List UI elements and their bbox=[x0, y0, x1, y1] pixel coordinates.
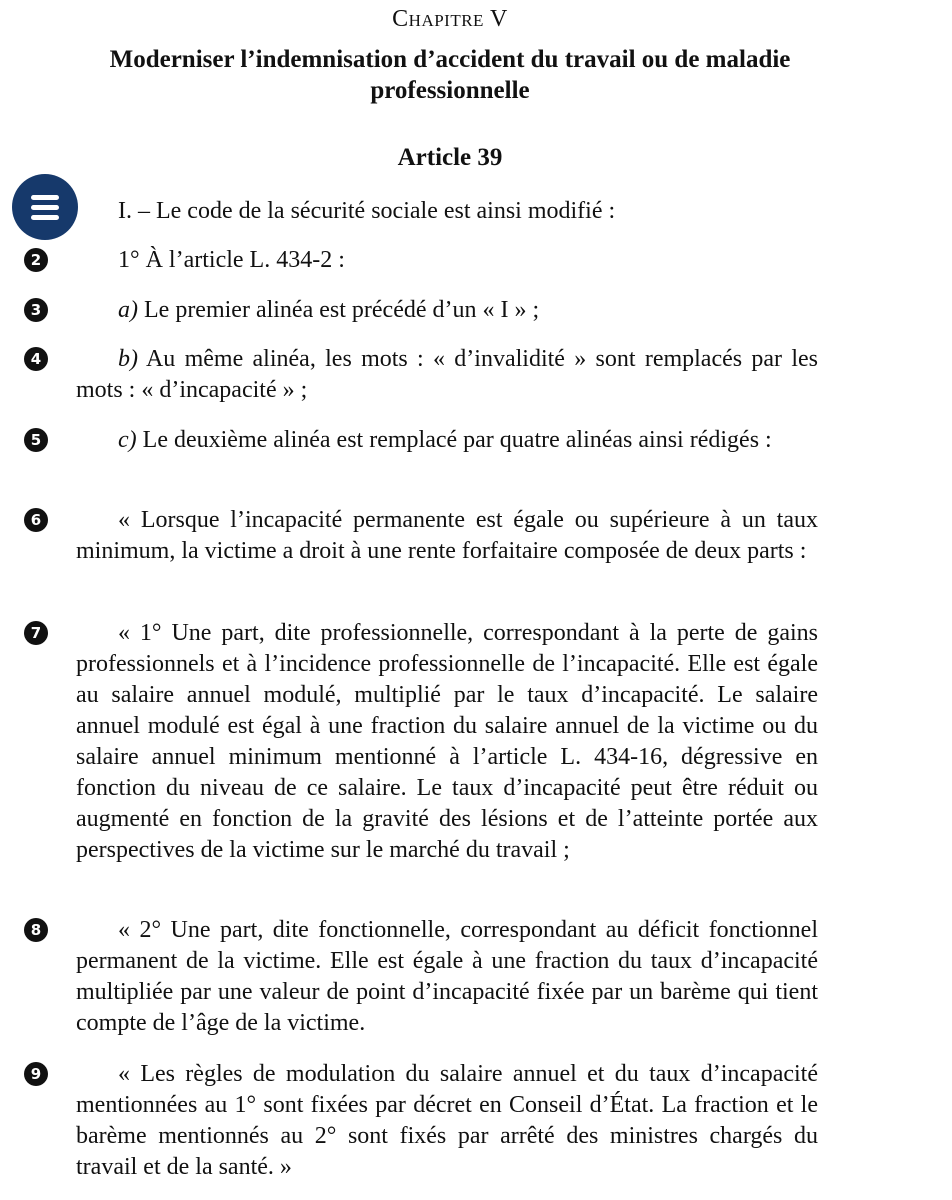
chapter-title: Moderniser l’indemnisation d’accident du travail ou de maladie professionnelle bbox=[109, 46, 791, 104]
paragraph-4 bbox=[76, 344, 818, 406]
paragraph-4-lead: b) bbox=[118, 346, 138, 372]
paragraph-7 bbox=[76, 618, 818, 866]
paragraph-1-text: I. – Le code de la sécurité sociale est ainsi modifié : bbox=[118, 198, 616, 224]
paragraph-3-lead: a) bbox=[118, 297, 138, 323]
chapter-label: Chapitre V bbox=[392, 6, 508, 32]
paragraph-6 bbox=[76, 505, 818, 567]
paragraph-5-lead: c) bbox=[118, 427, 137, 453]
paragraph-8 bbox=[76, 915, 818, 1039]
paragraph-8-text: « 2° Une part, dite fonctionnelle, correspondant au déficit fonctionnel permanent de la victime. Elle est égale à une fraction du taux d’incapacité multipliée par une valeur de point d’incapacité fixée par un barème qui tient compte de l’âge de la victime. bbox=[76, 917, 818, 1036]
paragraph-number-3: 3 bbox=[24, 298, 48, 322]
paragraph-3 bbox=[76, 295, 818, 326]
paragraph-5-text: Le deuxième alinéa est remplacé par quatre alinéas ainsi rédigés : bbox=[136, 427, 772, 453]
paragraph-7-text: « 1° Une part, dite professionnelle, correspondant à la perte de gains professionnels et à l’incidence professionnelle de l’incapacité. Elle est égale au salaire annuel modulé, multiplié par le taux d’incapacité. Le salaire annuel modulé est égal à une fraction du salaire annuel de la victime ou du salaire annuel minimum mentionné à l’article L. 434-16, dégressive en fonction du niveau de ce salaire. Le taux d’incapacité peut être réduit ou augmenté en fonction de la gravité des lésions et de l’atteinte portée aux perspectives de la victime sur le marché du travail ; bbox=[76, 620, 818, 863]
menu-icon bbox=[31, 195, 59, 220]
paragraph-6-text: « Lorsque l’incapacité permanente est égale ou supérieure à un taux minimum, la victime a droit à une rente forfaitaire composée de deux parts : bbox=[76, 507, 818, 564]
paragraph-number-4: 4 bbox=[24, 347, 48, 371]
paragraph-4-text: Au même alinéa, les mots : « d’invalidité » sont remplacés par les mots : « d’incapacité » ; bbox=[76, 346, 818, 403]
paragraph-5 bbox=[76, 425, 818, 456]
paragraph-number-9: 9 bbox=[24, 1062, 48, 1086]
paragraph-9 bbox=[76, 1059, 818, 1183]
article-title: Article 39 bbox=[397, 144, 503, 171]
paragraph-number-7: 7 bbox=[24, 621, 48, 645]
paragraph-9-text: « Les règles de modulation du salaire annuel et du taux d’incapacité mentionnées au 1° sont fixées par décret en Conseil d’État. La fraction et le barème mentionnés au 2° sont fixés par arrêté des ministres chargés du travail et de la santé. » bbox=[76, 1061, 818, 1180]
menu-button[interactable] bbox=[12, 174, 78, 240]
paragraph-number-5: 5 bbox=[24, 428, 48, 452]
paragraph-1 bbox=[76, 196, 818, 227]
paragraph-number-6: 6 bbox=[24, 508, 48, 532]
paragraph-number-2: 2 bbox=[24, 248, 48, 272]
paragraph-3-text: Le premier alinéa est précédé d’un « I » ; bbox=[138, 297, 540, 323]
paragraph-2 bbox=[76, 245, 818, 276]
paragraph-number-8: 8 bbox=[24, 918, 48, 942]
paragraph-2-text: 1° À l’article L. 434-2 : bbox=[118, 247, 345, 273]
